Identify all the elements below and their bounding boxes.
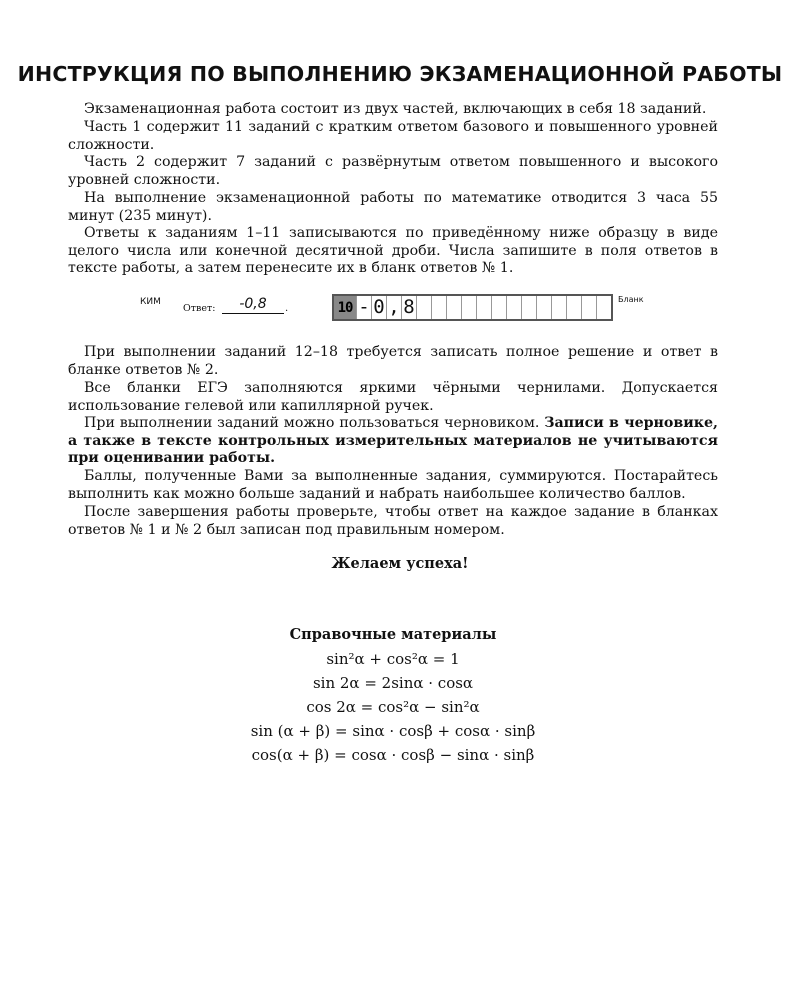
good-luck-text: Желаем успеха! [331, 555, 469, 572]
blank-cell [596, 296, 611, 319]
reference-title: Справочные материалы [289, 626, 497, 643]
answer-dot: . [285, 303, 289, 314]
blank-cell [521, 296, 536, 319]
blank-cell: 0 [371, 296, 386, 319]
blank-cell: - [356, 296, 371, 319]
blank-cell [506, 296, 521, 319]
blank-cell [416, 296, 431, 319]
blank-cell [581, 296, 596, 319]
scores-paragraph: Баллы, полученные Вами за выполненные задания, суммируются. Постарайтесь выполнить как можно больше заданий и набрать наибольшее количество баллов. [68, 468, 718, 502]
part2-paragraph: Часть 2 содержит 7 заданий с развёрнутым ответом повышенного и высокого уровней сложности. [68, 154, 718, 188]
blank-label: Бланк [618, 295, 644, 304]
blank-cell: , [386, 296, 401, 319]
blank-cell [476, 296, 491, 319]
duration-paragraph: На выполнение экзаменационной работы по математике отводится 3 часа 55 минут (235 минут). [68, 190, 718, 224]
answer-sample [140, 292, 660, 322]
answer-blank-strip [332, 294, 613, 321]
blank-cell [431, 296, 446, 319]
blank-cell: 8 [401, 296, 416, 319]
formula: sin 2α = 2sinα · cosα [312, 674, 474, 692]
blank-cell [446, 296, 461, 319]
answer-label: Ответ: [183, 303, 216, 314]
kim-label: КИМ [140, 297, 161, 307]
intro-paragraph: Экзаменационная работа состоит из двух частей, включающих в себя 18 заданий. [84, 101, 707, 117]
ink-paragraph: Все бланки ЕГЭ заполняются яркими чёрными чернилами. Допускается использование гелевой или капиллярной ручек. [68, 380, 718, 414]
draft-paragraph [68, 415, 718, 468]
formula: sin (α + β) = sinα · cosβ + cosα · sinβ [250, 722, 536, 740]
blank-cell [551, 296, 566, 319]
blank-cell [491, 296, 506, 319]
draft-bold-text: Записи в черновике, а также в тексте контрольных измерительных материалов не учитываются при оценивании работы. [68, 415, 718, 467]
blank-task-number: 10 [334, 296, 356, 319]
blank-cell [536, 296, 551, 319]
answer-value: -0,8 [222, 295, 284, 314]
formula: cos 2α = cos²α − sin²α [306, 698, 480, 716]
draft-text: При выполнении заданий можно пользоваться черновиком. [84, 415, 545, 431]
page-title: ИНСТРУКЦИЯ ПО ВЫПОЛНЕНИЮ ЭКЗАМЕНАЦИОННОЙ РАБОТЫ [17, 62, 783, 86]
part2-instructions-paragraph: При выполнении заданий 12–18 требуется записать полное решение и ответ в бланке ответов № 2. [68, 344, 718, 378]
formula: sin²α + cos²α = 1 [326, 650, 460, 668]
blank-cell [566, 296, 581, 319]
blank-cell [461, 296, 476, 319]
check-paragraph: После завершения работы проверьте, чтобы ответ на каждое задание в бланках ответов № 1 и № 2 был записан под правильным номером. [68, 504, 718, 538]
answers-paragraph: Ответы к заданиям 1–11 записываются по приведённому ниже образцу в виде целого числа или конечной десятичной дроби. Числа запишите в поля ответов в тексте работы, а затем перенесите их в бланк ответов № 1. [68, 225, 718, 277]
formula: cos(α + β) = cosα · cosβ − sinα · sinβ [251, 746, 535, 764]
part1-paragraph: Часть 1 содержит 11 заданий с кратким ответом базового и повышенного уровней сложности. [68, 119, 718, 153]
